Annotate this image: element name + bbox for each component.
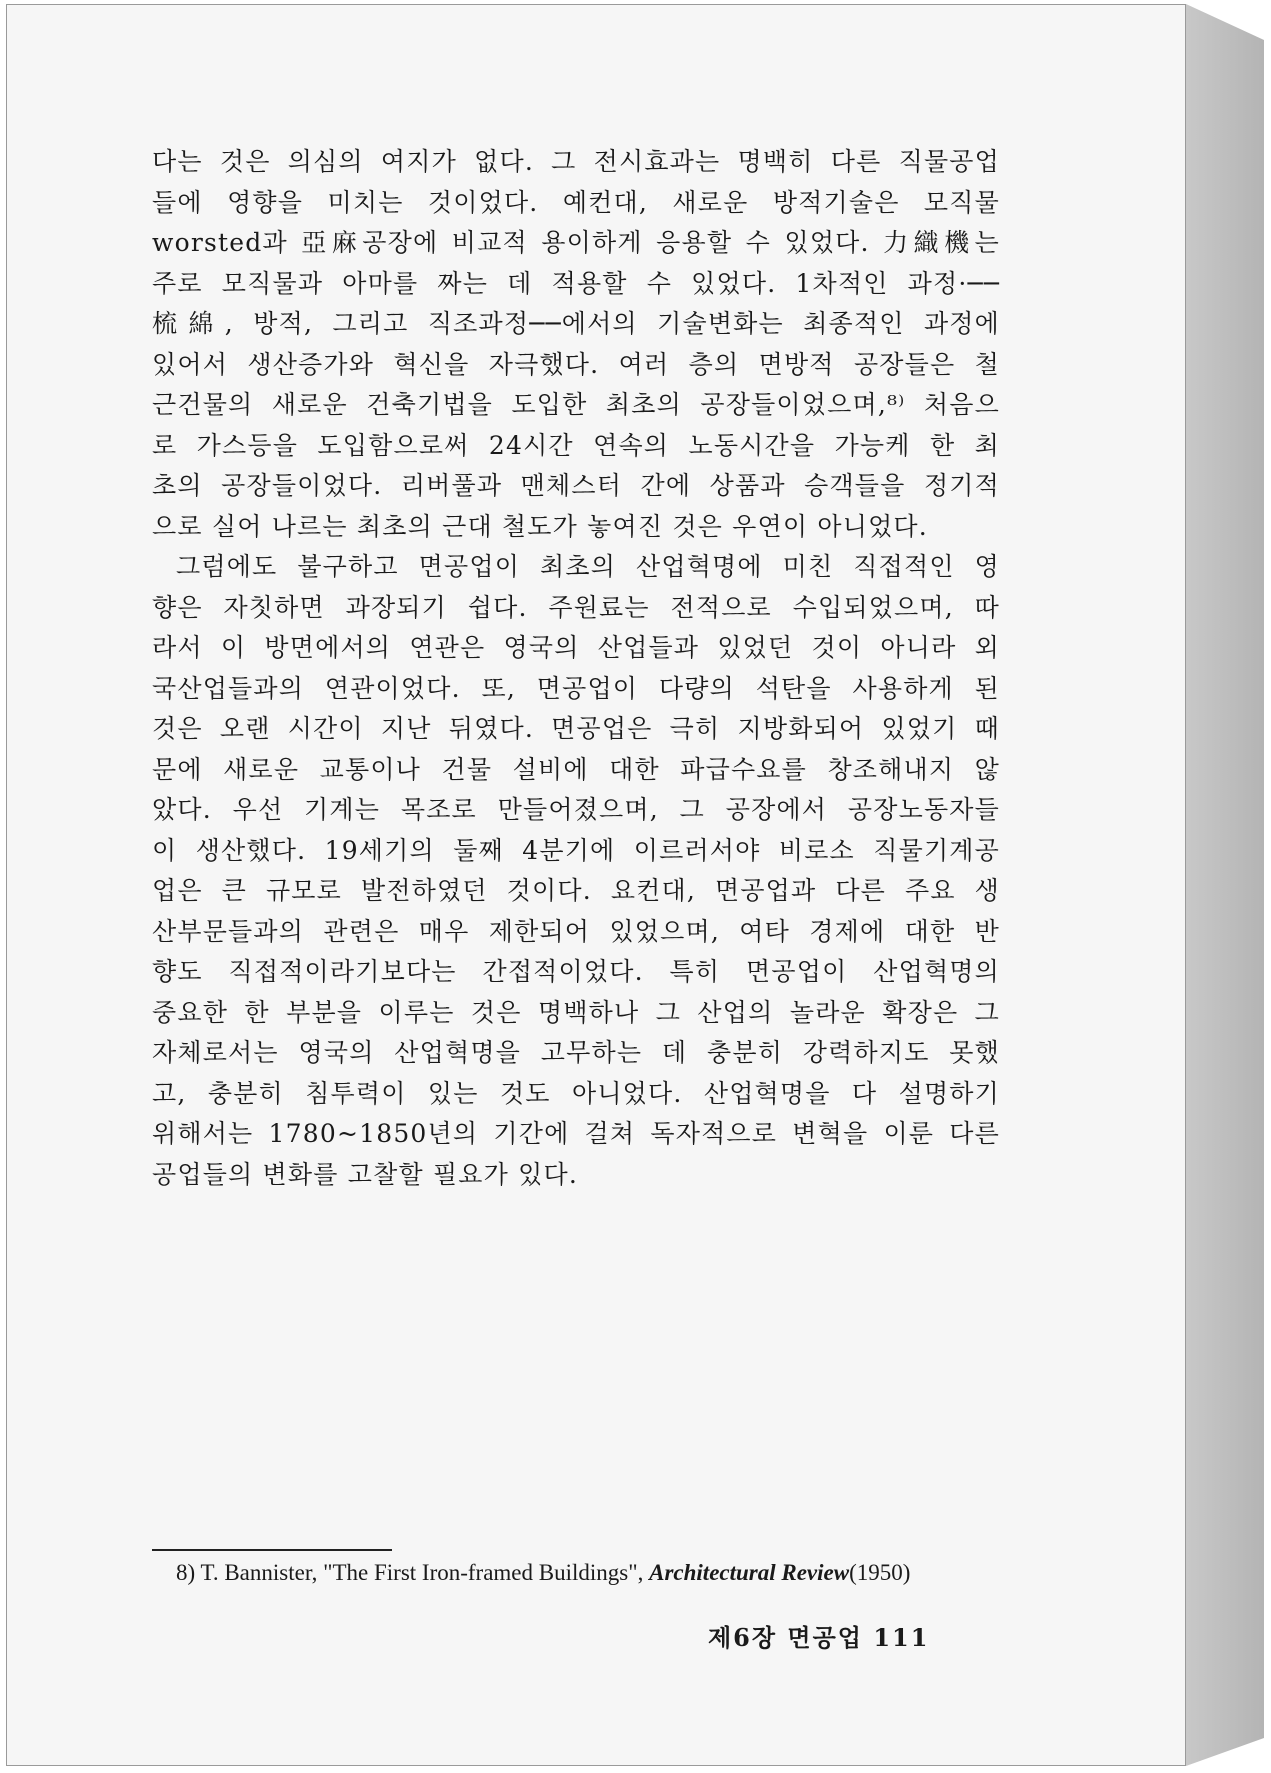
text-line: 향은 자칫하면 과장되기 쉽다. 주원료는 전적으로 수입되었으며, 따 <box>152 592 1000 622</box>
text-line: worsted과 亞麻공장에 비교적 용이하게 응용할 수 있었다. 力織機는 <box>152 228 1000 257</box>
text-line: 았다. 우선 기계는 목조로 만들어졌으며, 그 공장에서 공장노동자들 <box>152 795 1000 824</box>
text-line: 위해서는 1780~1850년의 기간에 걸쳐 독자적으로 변혁을 이룬 다른 <box>152 1119 1000 1148</box>
footnote-year: (1950) <box>849 1560 911 1585</box>
text-line: 중요한 한 부분을 이루는 것은 명백하나 그 산업의 놀라운 확장은 그 <box>152 997 1000 1027</box>
text-line: 있어서 생산증가와 혁신을 자극했다. 여러 층의 면방적 공장들은 철 <box>152 349 1000 379</box>
body-text <box>152 142 1000 1195</box>
text-line: 고, 충분히 침투력이 있는 것도 아니었다. 산업혁명을 다 설명하기 <box>152 1078 1000 1108</box>
text-line: 업은 큰 규모로 발전하였던 것이다. 요컨대, 면공업과 다른 주요 생 <box>152 876 1000 905</box>
footnote <box>176 1560 910 1586</box>
page-edge-shadow <box>1186 4 1264 1766</box>
footnote-journal: Architectural Review <box>649 1560 850 1585</box>
text-line: 으로 실어 나르는 최초의 근대 철도가 놓여진 것은 우연이 아니었다. <box>152 511 928 541</box>
text-line: 들에 영향을 미치는 것이었다. 예컨대, 새로운 방적기술은 모직물 <box>152 187 1000 217</box>
page-folio: 제6장 면공업 111 <box>708 1623 930 1652</box>
text-line: 그럼에도 불구하고 면공업이 최초의 산업혁명에 미친 직접적인 영 <box>176 552 1000 581</box>
text-line: 다는 것은 의심의 여지가 없다. 그 전시효과는 명백히 다른 직물공업 <box>152 147 1000 176</box>
text-line: 초의 공장들이었다. 리버풀과 맨체스터 간에 상품과 승객들을 정기적 <box>152 471 1000 500</box>
text-line: 자체로서는 영국의 산업혁명을 고무하는 데 충분히 강력하지도 못했 <box>152 1038 1000 1067</box>
footnote-marker: 8) T. Bannister, <box>176 1560 324 1585</box>
footnote-divider <box>152 1549 392 1551</box>
text-line: 주로 모직물과 아마를 짜는 데 적용할 수 있었다. 1차적인 과정·── <box>152 268 1000 298</box>
text-line: 문에 새로운 교통이나 건물 설비에 대한 파급수요를 창조해내지 않 <box>152 754 1000 784</box>
text-line: 산부문들과의 관련은 매우 제한되어 있었으며, 여타 경제에 대한 반 <box>152 916 1000 946</box>
text-line: 공업들의 변화를 고찰할 필요가 있다. <box>152 1159 578 1189</box>
text-line: 梳綿, 방적, 그리고 직조과정──에서의 기술변화는 최종적인 과정에 <box>152 309 1000 338</box>
text-line: 로 가스등을 도입함으로써 24시간 연속의 노동시간을 가능케 한 최 <box>152 430 1000 460</box>
text-line: 근건물의 새로운 건축기법을 도입한 최초의 공장들이었으며,⁸⁾ 처음으 <box>152 390 1000 419</box>
text-line: 국산업들과의 연관이었다. 또, 면공업이 다량의 석탄을 사용하게 된 <box>152 673 1000 703</box>
footnote-title: "The First Iron-framed Buildings", <box>323 1560 650 1585</box>
text-line: 이 생산했다. 19세기의 둘째 4분기에 이르러서야 비로소 직물기계공 <box>152 835 1000 865</box>
text-line: 라서 이 방면에서의 연관은 영국의 산업들과 있었던 것이 아니라 외 <box>152 633 1000 662</box>
text-line: 것은 오랜 시간이 지난 뒤였다. 면공업은 극히 지방화되어 있었기 때 <box>152 714 1000 743</box>
text-line: 향도 직접적이라기보다는 간접적이었다. 특히 면공업이 산업혁명의 <box>152 957 1000 986</box>
